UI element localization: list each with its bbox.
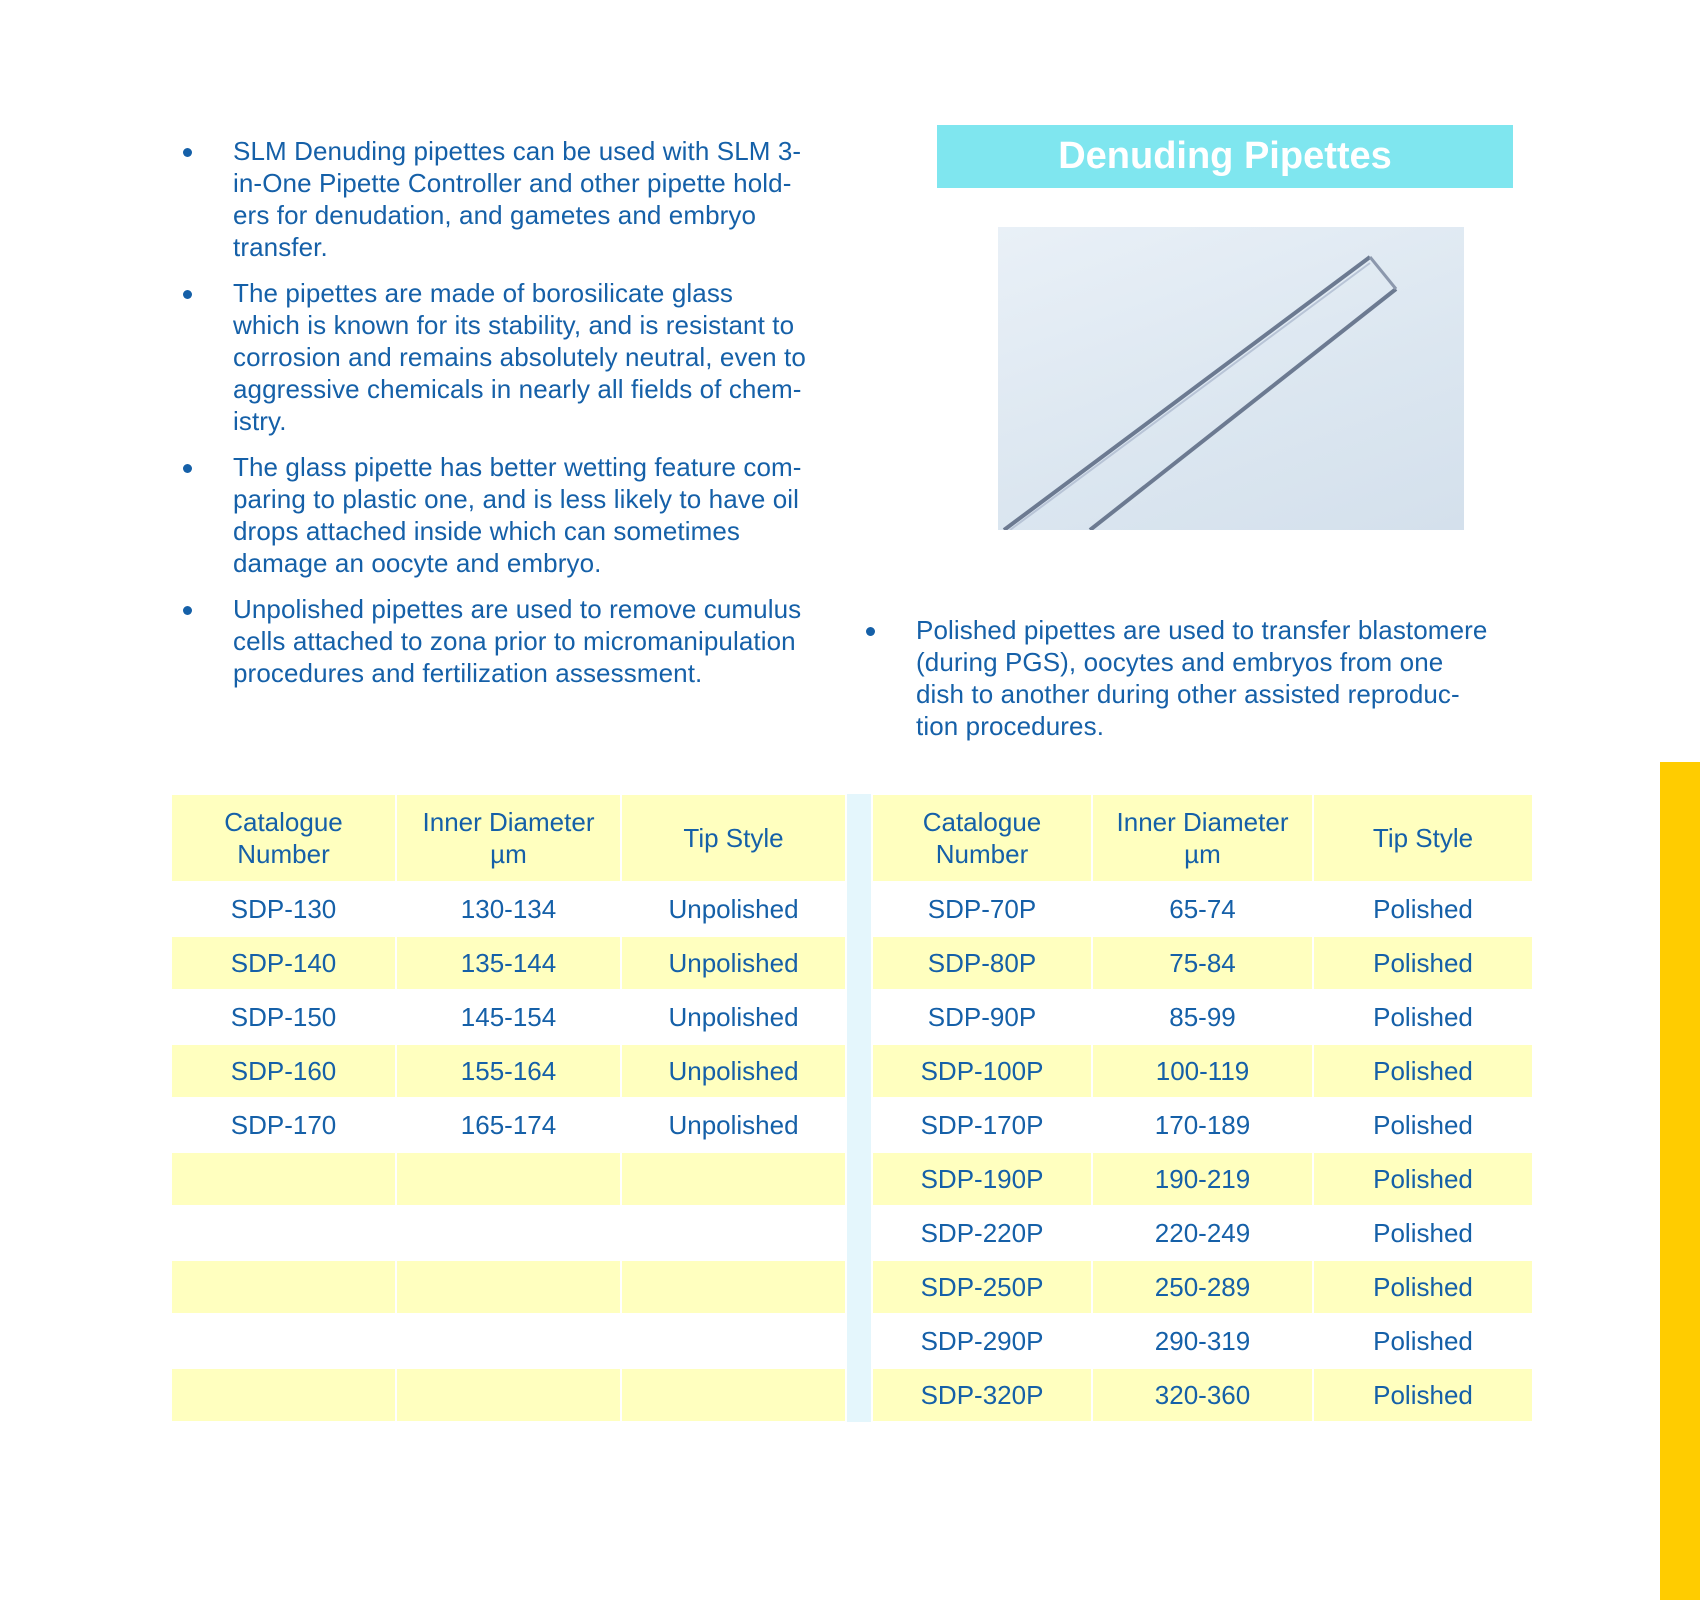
cell-catalogue: SDP-140	[171, 936, 396, 990]
table-row	[171, 1368, 1533, 1422]
bullet-line: SLM Denuding pipettes can be used with SLM 3-	[233, 136, 802, 166]
table-row	[171, 1314, 1533, 1368]
cell-tip: Polished	[1313, 1260, 1533, 1314]
cell-tip: Polished	[1313, 1044, 1533, 1098]
cell-diameter: 145-154	[396, 990, 621, 1044]
bullet-item	[175, 451, 855, 579]
cell-catalogue: SDP-100P	[872, 1044, 1092, 1098]
bullet-item	[858, 614, 1528, 742]
cell-diameter: 130-134	[396, 882, 621, 936]
bullets-right	[858, 614, 1528, 756]
cell-catalogue	[171, 1206, 396, 1260]
bullet-item	[175, 135, 855, 263]
cell-tip	[621, 1206, 846, 1260]
table-gap	[846, 794, 872, 882]
header-catalogue-number: Catalogue Number	[872, 794, 1092, 882]
cell-diameter: 135-144	[396, 936, 621, 990]
bullet-line: dish to another during other assisted reproduc-	[916, 679, 1460, 709]
cell-diameter: 155-164	[396, 1044, 621, 1098]
table-gap	[846, 882, 872, 936]
bullet-line: which is known for its stability, and is resistant to	[233, 310, 795, 340]
bullet-dot-icon	[183, 290, 192, 299]
cell-catalogue: SDP-160	[171, 1044, 396, 1098]
cell-catalogue: SDP-190P	[872, 1152, 1092, 1206]
table-row	[171, 1152, 1533, 1206]
bullet-line: drops attached inside which can sometimes	[233, 516, 741, 546]
bullet-line: istry.	[233, 406, 287, 436]
cell-tip: Polished	[1313, 1368, 1533, 1422]
table-row	[171, 1206, 1533, 1260]
cell-diameter: 250-289	[1092, 1260, 1313, 1314]
cell-diameter	[396, 1368, 621, 1422]
table-gap	[846, 1152, 872, 1206]
cell-catalogue: SDP-130	[171, 882, 396, 936]
header-tip-style: Tip Style	[1313, 794, 1533, 882]
bullets-left	[175, 135, 855, 703]
cell-catalogue: SDP-170	[171, 1098, 396, 1152]
bullet-line: in-One Pipette Controller and other pipette hold-	[233, 168, 792, 198]
header-inner-diameter: Inner Diameter µm	[396, 794, 621, 882]
cell-catalogue: SDP-220P	[872, 1206, 1092, 1260]
bullet-line: (during PGS), oocytes and embryos from one	[916, 647, 1444, 677]
table-gap	[846, 990, 872, 1044]
page-title: Denuding Pipettes	[937, 125, 1513, 188]
cell-diameter: 170-189	[1092, 1098, 1313, 1152]
cell-diameter: 75-84	[1092, 936, 1313, 990]
cell-diameter: 190-219	[1092, 1152, 1313, 1206]
cell-diameter: 85-99	[1092, 990, 1313, 1044]
header-tip-style: Tip Style	[621, 794, 846, 882]
bullet-line: aggressive chemicals in nearly all fields of chem-	[233, 374, 802, 404]
cell-catalogue: SDP-290P	[872, 1314, 1092, 1368]
cell-tip: Unpolished	[621, 936, 846, 990]
bullet-dot-icon	[866, 627, 875, 636]
cell-tip: Unpolished	[621, 1044, 846, 1098]
cell-catalogue: SDP-90P	[872, 990, 1092, 1044]
cell-tip: Unpolished	[621, 882, 846, 936]
table-row	[171, 1260, 1533, 1314]
cell-catalogue: SDP-250P	[872, 1260, 1092, 1314]
table-gap	[846, 1044, 872, 1098]
cell-catalogue	[171, 1314, 396, 1368]
table-gap	[846, 936, 872, 990]
spec-table-wrap	[170, 793, 1532, 1423]
cell-catalogue: SDP-80P	[872, 936, 1092, 990]
table-row	[171, 1098, 1533, 1152]
cell-diameter	[396, 1260, 621, 1314]
cell-diameter	[396, 1206, 621, 1260]
bullet-line: The glass pipette has better wetting feature com-	[233, 452, 802, 482]
bullet-item	[175, 277, 855, 437]
bullet-item	[175, 593, 855, 689]
bullet-line: tion procedures.	[916, 711, 1105, 741]
header-inner-diameter: Inner Diameter µm	[1092, 794, 1313, 882]
pipette-photo	[998, 227, 1464, 530]
bullet-line: transfer.	[233, 232, 328, 262]
bullet-dot-icon	[183, 606, 192, 615]
cell-tip: Unpolished	[621, 990, 846, 1044]
cell-tip: Polished	[1313, 1098, 1533, 1152]
cell-diameter	[396, 1314, 621, 1368]
bullet-dot-icon	[183, 464, 192, 473]
table-row	[171, 990, 1533, 1044]
cell-diameter: 100-119	[1092, 1044, 1313, 1098]
cell-catalogue: SDP-170P	[872, 1098, 1092, 1152]
cell-diameter	[396, 1152, 621, 1206]
cell-tip: Polished	[1313, 1314, 1533, 1368]
bullet-line: procedures and fertilization assessment.	[233, 658, 703, 688]
cell-catalogue	[171, 1152, 396, 1206]
cell-tip	[621, 1152, 846, 1206]
cell-diameter: 290-319	[1092, 1314, 1313, 1368]
bullet-line: paring to plastic one, and is less likely to have oil	[233, 484, 800, 514]
cell-diameter: 220-249	[1092, 1206, 1313, 1260]
cell-tip	[621, 1314, 846, 1368]
cell-diameter: 65-74	[1092, 882, 1313, 936]
cell-tip: Polished	[1313, 936, 1533, 990]
spec-table	[170, 793, 1534, 1423]
cell-tip: Polished	[1313, 990, 1533, 1044]
cell-catalogue: SDP-150	[171, 990, 396, 1044]
cell-tip	[621, 1260, 846, 1314]
table-header-row	[171, 794, 1533, 882]
cell-diameter: 320-360	[1092, 1368, 1313, 1422]
cell-tip: Unpolished	[621, 1098, 846, 1152]
cell-tip: Polished	[1313, 1206, 1533, 1260]
header-catalogue-number: Catalogue Number	[171, 794, 396, 882]
bullet-line: corrosion and remains absolutely neutral, even to	[233, 342, 806, 372]
cell-tip: Polished	[1313, 1152, 1533, 1206]
bullet-line: damage an oocyte and embryo.	[233, 548, 602, 578]
cell-catalogue: SDP-70P	[872, 882, 1092, 936]
bullet-line: Unpolished pipettes are used to remove cumulus	[233, 594, 802, 624]
side-accent-bar	[1660, 762, 1700, 1600]
cell-catalogue	[171, 1368, 396, 1422]
cell-tip	[621, 1368, 846, 1422]
pipette-illustration	[998, 227, 1464, 530]
table-gap	[846, 1206, 872, 1260]
table-row	[171, 936, 1533, 990]
bullet-line: The pipettes are made of borosilicate glass	[233, 278, 734, 308]
cell-catalogue	[171, 1260, 396, 1314]
bullet-line: Polished pipettes are used to transfer blastomere	[916, 615, 1488, 645]
table-row	[171, 1044, 1533, 1098]
bullet-dot-icon	[183, 148, 192, 157]
table-gap	[846, 1314, 872, 1368]
cell-tip: Polished	[1313, 882, 1533, 936]
cell-catalogue: SDP-320P	[872, 1368, 1092, 1422]
cell-diameter: 165-174	[396, 1098, 621, 1152]
bullet-line: cells attached to zona prior to micromanipulation	[233, 626, 796, 656]
table-gap	[846, 1260, 872, 1314]
table-row	[171, 882, 1533, 936]
table-gap	[846, 1368, 872, 1422]
bullet-line: ers for denudation, and gametes and embryo	[233, 200, 757, 230]
table-gap	[846, 1098, 872, 1152]
